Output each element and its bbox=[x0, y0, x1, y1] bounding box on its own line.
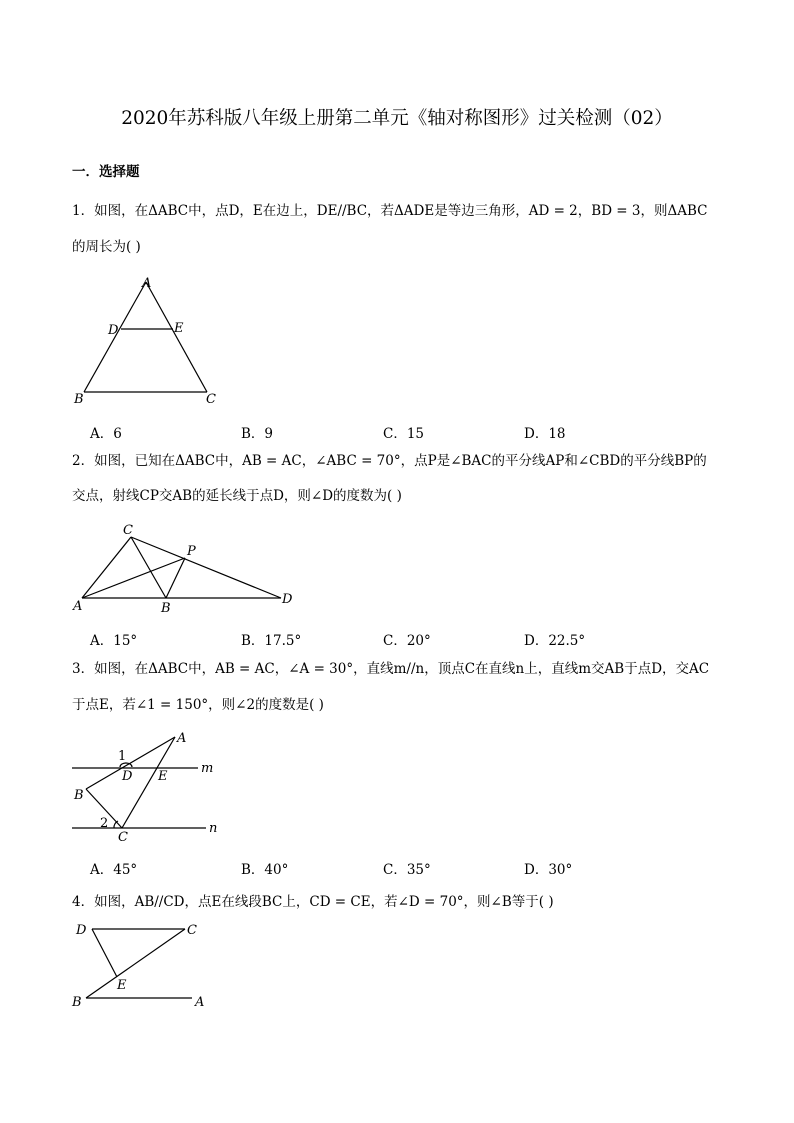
question-1-figure bbox=[70, 272, 230, 412]
question-1-text-line-2: 的周长为( ) bbox=[72, 239, 141, 255]
section-heading: 一．选择题 bbox=[72, 164, 140, 180]
q1-label-c: C bbox=[206, 392, 216, 407]
question-3-figure bbox=[70, 727, 230, 852]
q3-label-b: B bbox=[74, 788, 84, 803]
q2-ray-cd bbox=[131, 537, 281, 598]
q1-label-b: B bbox=[74, 392, 84, 407]
question-2-option-d[interactable]: D．22.5° bbox=[524, 633, 586, 649]
question-2-option-c[interactable]: C．20° bbox=[383, 633, 431, 649]
question-2-option-b[interactable]: B．17.5° bbox=[241, 633, 302, 649]
q3-label-d: D bbox=[122, 769, 133, 784]
q3-label-m: m bbox=[201, 761, 214, 776]
q3-label-a: A bbox=[177, 731, 187, 746]
q2-label-c: C bbox=[123, 523, 133, 538]
question-2-text-line-2: 交点，射线CP交AB的延长线于点D，则∠D的度数为( ) bbox=[72, 488, 402, 504]
question-4-figure bbox=[70, 918, 230, 1013]
q3-label-angle-1: 1 bbox=[118, 749, 127, 764]
q1-label-e: E bbox=[174, 321, 184, 336]
q4-label-b: B bbox=[72, 995, 82, 1010]
q2-label-p: P bbox=[187, 544, 196, 559]
question-3-text-line-2: 于点E，若∠1 = 150°，则∠2的度数是( ) bbox=[72, 697, 324, 713]
question-3-option-a[interactable]: A．45° bbox=[90, 862, 138, 878]
q3-label-c: C bbox=[118, 830, 128, 845]
q3-label-angle-2: 2 bbox=[100, 816, 109, 831]
q4-label-e: E bbox=[117, 978, 127, 993]
q4-segment-de bbox=[92, 929, 117, 977]
q1-side-ac bbox=[146, 282, 207, 392]
q1-label-a: A bbox=[142, 276, 152, 291]
q4-segment-cb bbox=[86, 929, 185, 998]
q4-label-d: D bbox=[76, 923, 87, 938]
question-4-text-line-1: 4．如图，AB//CD，点E在线段BC上，CD = CE，若∠D = 70°，则∠B等于( ) bbox=[72, 894, 554, 910]
q2-label-b: B bbox=[161, 601, 171, 616]
question-1-option-a[interactable]: A．6 bbox=[90, 426, 122, 442]
question-2-option-a[interactable]: A．15° bbox=[90, 633, 138, 649]
question-3-option-c[interactable]: C．35° bbox=[383, 862, 431, 878]
q2-label-d: D bbox=[282, 592, 293, 607]
q2-label-a: A bbox=[73, 599, 83, 614]
question-2-figure bbox=[70, 520, 310, 620]
q4-label-c: C bbox=[187, 923, 197, 938]
question-1-option-c[interactable]: C．15 bbox=[383, 426, 425, 442]
document-title: 2020年苏科版八年级上册第二单元《轴对称图形》过关检测（02） bbox=[121, 108, 673, 129]
q4-label-a: A bbox=[195, 995, 205, 1010]
question-2-text-line-1: 2．如图，已知在ΔABC中，AB = AC，∠ABC = 70°，点P是∠BAC的平分线AP和∠CBD的平分线BP的 bbox=[72, 453, 707, 469]
q3-label-n: n bbox=[209, 821, 218, 836]
q1-label-d: D bbox=[108, 323, 119, 338]
question-3-option-b[interactable]: B．40° bbox=[241, 862, 289, 878]
question-1-option-d[interactable]: D．18 bbox=[524, 426, 566, 442]
question-3-option-d[interactable]: D．30° bbox=[524, 862, 573, 878]
q3-angle-2-arc bbox=[114, 821, 118, 828]
question-1-option-b[interactable]: B．9 bbox=[241, 426, 274, 442]
question-1-text-line-1: 1．如图，在ΔABC中，点D，E在边上，DE//BC，若ΔADE是等边三角形，AD = 2，BD = 3，则ΔABC bbox=[72, 203, 708, 219]
question-3-text-line-1: 3．如图，在ΔABC中，AB = AC，∠A = 30°，直线m//n，顶点C在直线n上，直线m交AB于点D，交AC bbox=[72, 661, 710, 677]
q3-label-e: E bbox=[158, 769, 168, 784]
